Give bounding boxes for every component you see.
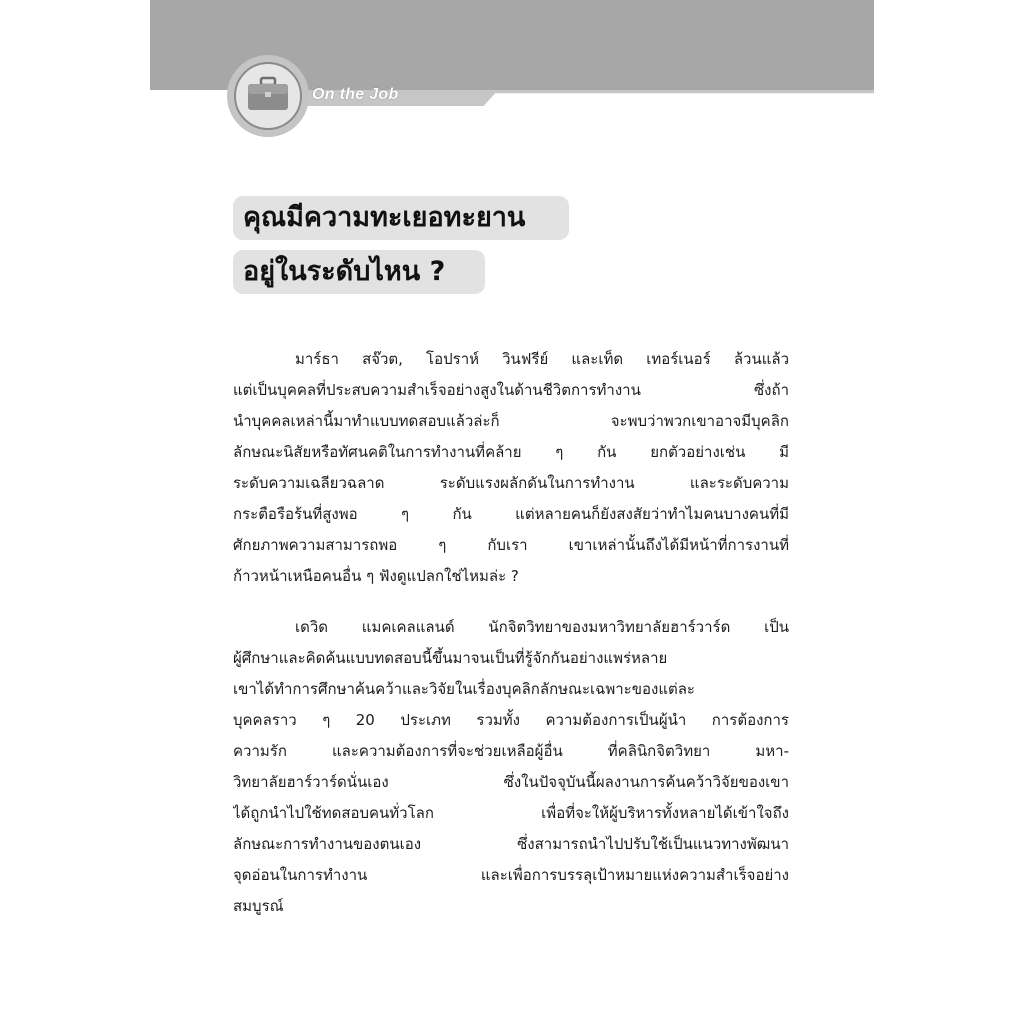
paragraph-1	[233, 344, 789, 592]
text-line: เดวิด แมคเคลแลนด์ นักจิตวิทยาของมหาวิทยาลัยฮาร์วาร์ด เป็น	[295, 618, 789, 636]
text-line: ลักษณะการทำงานของตนเอง ซึ่งสามารถนำไปปรับใช้เป็นแนวทางพัฒนา	[233, 835, 789, 853]
page-title-line-1: คุณมีความทะเยอทะยาน	[233, 196, 569, 240]
paragraph-2	[233, 612, 789, 922]
text-line: วิทยาลัยฮาร์วาร์ดนั่นเอง ซึ่งในปัจจุบันนี้ผลงานการค้นคว้าวิจัยของเขา	[233, 773, 789, 791]
section-label: On the Job	[312, 86, 399, 103]
text-line: แต่เป็นบุคคลที่ประสบความสำเร็จอย่างสูงในด้านชีวิตการทำงาน ซึ่งถ้า	[233, 381, 789, 399]
text-line: เขาได้ทำการศึกษาค้นคว้าและวิจัยในเรื่องบุคลิกลักษณะเฉพาะของแต่ละ	[233, 680, 695, 698]
text-line: ความรัก และความต้องการที่จะช่วยเหลือผู้อื่น ที่คลินิกจิตวิทยา มหา-	[233, 742, 789, 760]
text-line: มาร์ธา สจ๊วต, โอปราห์ วินฟรีย์ และเท็ด เทอร์เนอร์ ล้วนแล้ว	[295, 350, 789, 368]
text-line: กระตือรือร้นที่สูงพอ ๆ กัน แต่หลายคนก็ยังสงสัยว่าทำไมคนบางคนที่มี	[233, 505, 789, 523]
text-line: ได้ถูกนำไปใช้ทดสอบคนทั่วโลก เพื่อที่จะให้ผู้บริหารทั้งหลายได้เข้าใจถึง	[233, 804, 789, 822]
page-title-line-2: อยู่ในระดับไหน ?	[233, 250, 485, 294]
text-line: สมบูรณ์	[233, 897, 284, 915]
text-line: ระดับความเฉลียวฉลาด ระดับแรงผลักดันในการทำงาน และระดับความ	[233, 474, 789, 492]
briefcase-icon	[243, 70, 293, 120]
text-line: ลักษณะนิสัยหรือทัศนคติในการทำงานที่คล้าย ๆ กัน ยกตัวอย่างเช่น มี	[233, 443, 789, 461]
text-line: บุคคลราว ๆ 20 ประเภท รวมทั้ง ความต้องการเป็นผู้นำ การต้องการ	[233, 711, 789, 729]
text-line: ศักยภาพความสามารถพอ ๆ กับเรา เขาเหล่านั้นถึงได้มีหน้าที่การงานที่	[233, 536, 789, 554]
text-line: นำบุคคลเหล่านี้มาทำแบบทดสอบแล้วล่ะก็ จะพบว่าพวกเขาอาจมีบุคลิก	[233, 412, 789, 430]
text-line: จุดอ่อนในการทำงาน และเพื่อการบรรลุเป้าหมายแห่งความสำเร็จอย่าง	[233, 866, 789, 884]
text-line: ก้าวหน้าเหนือคนอื่น ๆ ฟังดูแปลกใช่ไหมล่ะ ?	[233, 567, 519, 585]
text-line: ผู้ศึกษาและคิดค้นแบบทดสอบนี้ขึ้นมาจนเป็นที่รู้จักกันอย่างแพร่หลาย	[233, 649, 668, 667]
